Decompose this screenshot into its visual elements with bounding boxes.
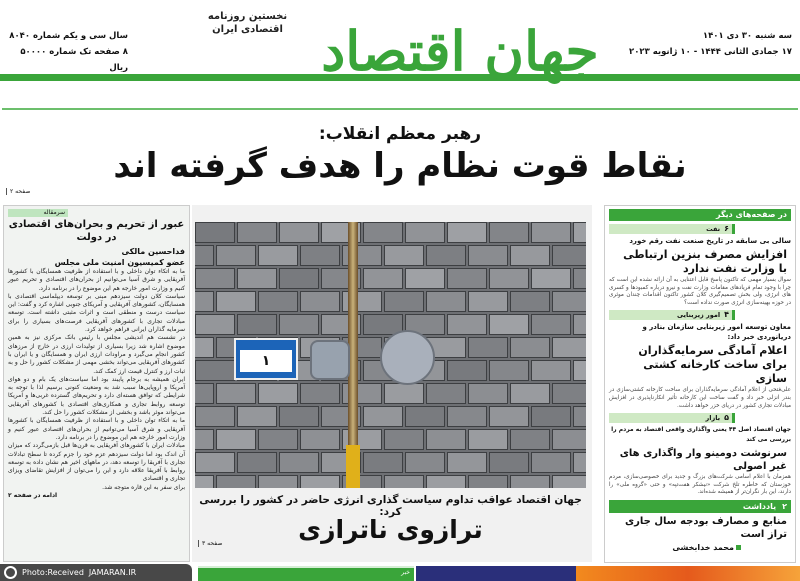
lead-headline[interactable]: نقاط قوت نظام را هدف گرفته اند	[113, 146, 687, 186]
brick	[363, 452, 403, 473]
other-pages-header: در صفحه‌های دیگر	[609, 209, 791, 221]
brick	[447, 222, 487, 243]
brick	[216, 245, 256, 266]
issue-line: سال سی و یکم شماره ۸۰۴۰	[9, 31, 128, 41]
gas-valve-graphic	[310, 340, 350, 380]
story-body: سوال بسیار مهمی که تاکنون پاسخ قابل اعتنایی به آن ارائه نشده این است که چرا با وجود تمام فریادهای مقامات وزارت نفت و نیرو درباره کمبودها و کسری های انرژی، ولی بخش تصمیم‌گیری کلان کشور تاکنون اقدامات چندان موثری در حوزه بهینه‌سازی انرژی صورت نداده است؟	[609, 277, 791, 306]
brick	[552, 337, 586, 358]
brick	[195, 314, 235, 335]
brick	[447, 314, 487, 335]
brick	[531, 222, 571, 243]
section-label	[609, 413, 791, 423]
brick	[237, 452, 277, 473]
masthead	[0, 0, 800, 110]
section-label	[609, 224, 791, 234]
brick	[468, 291, 508, 312]
editorial-label: سرمقاله	[8, 209, 68, 217]
brick	[363, 222, 403, 243]
note-number: ۲	[782, 501, 787, 511]
brick	[258, 429, 298, 450]
brick	[195, 452, 235, 473]
brick	[447, 268, 487, 289]
brick	[531, 360, 571, 381]
brick	[195, 268, 235, 289]
brick	[552, 383, 586, 404]
brick	[573, 222, 586, 243]
brick	[216, 383, 256, 404]
brick	[426, 475, 466, 488]
brick	[384, 245, 424, 266]
editorial-title[interactable]: عبور از تحریم و بحران‌های اقتصادی در دولت	[8, 219, 185, 243]
brick	[300, 475, 340, 488]
brick	[573, 314, 586, 335]
brick	[426, 383, 466, 404]
brick	[363, 406, 403, 427]
bullet-icon	[736, 545, 741, 550]
brick	[405, 406, 445, 427]
brick	[510, 383, 550, 404]
date-line: ۱۷ جمادی الثانی ۱۴۴۴ - ۱۰ ژانویه ۲۰۲۳	[629, 47, 792, 57]
brick	[510, 475, 550, 488]
story-kicker: سالی بی سابقه در تاریخ صنعت نفت رقم خورد	[629, 237, 791, 245]
note-header	[609, 500, 791, 513]
brick	[510, 429, 550, 450]
brick	[279, 314, 319, 335]
paragraph: ما به اتکاء توان داخلی و با استفاده از ظرفیت همسایگان با کشورها آفریقایی و شرق آسیا می‌توانیم از بحران‌های اقتصادی و تحریم عبور کنیم و وزارت امور خارجه هم این موضوع را در برنامه دارد.	[8, 268, 185, 292]
brick	[573, 360, 586, 381]
brick	[552, 245, 586, 266]
brick	[195, 337, 214, 358]
brick	[258, 291, 298, 312]
brick	[531, 452, 571, 473]
other-pages-column	[604, 205, 796, 563]
story-headline[interactable]: افزایش مصرف بنزین ارتباطی با وزارت نفت ندارد	[623, 248, 787, 275]
brick	[552, 475, 586, 488]
paragraph: سیاست کلان دولت سیزدهم مبنی بر توسعه دیپلماسی اقتصادی با همسایگان، کشورهای آفریقایی و آمریکای جنوبی اشاره کرد و گفت: این سیاست درست و منطقی است و اثرات مثبتی داشته است. توسعه مبادلات تجاری با کشورهای آفریقایی فرصت‌های بسیاری را برای سرمایه گذاران ایرانی فراهم خواهد کرد.	[8, 292, 185, 334]
note-headline[interactable]: منابع و مصارف بودجه سال جاری تراز است	[625, 515, 787, 540]
page-ref: صفحه ۳	[198, 540, 222, 547]
page-ref: صفحه ۲	[6, 188, 30, 195]
section-name: نفت	[706, 225, 721, 233]
brick	[237, 406, 277, 427]
note-label: یادداشت	[742, 501, 777, 511]
brick	[216, 475, 256, 488]
paragraph: ما به اتکاء توان داخلی و با استفاده از ظرفیت همسایگان با کشورها آفریقایی و شرق آسیا می‌توانیم از بحران‌های اقتصادی عبور کنیم و وزارت امور خارجه هم این موضوع را در برنامه دارد.	[8, 417, 185, 441]
section-number: ۴	[724, 310, 729, 320]
brick	[258, 245, 298, 266]
brick	[300, 383, 340, 404]
brick	[468, 337, 508, 358]
jamaran-logo-icon	[4, 566, 17, 579]
photo-watermark	[0, 564, 192, 581]
banner-label: خبر	[401, 569, 410, 576]
brick	[510, 291, 550, 312]
brick	[405, 452, 445, 473]
date-line: سه شنبه ۳۰ دی ۱۴۰۱	[702, 31, 792, 41]
story-kicker: معاون توسعه امور زیربنایی سازمان بنادر و دریانوردی خبر داد:	[642, 323, 791, 342]
section-number: ۶	[724, 224, 729, 233]
brick	[216, 291, 256, 312]
brick	[384, 383, 424, 404]
gas-pipe-graphic	[346, 445, 360, 488]
brick	[426, 245, 466, 266]
brick	[300, 291, 340, 312]
continued-note: ادامه در صفحه ۲	[8, 492, 58, 500]
brick	[216, 429, 256, 450]
story-body: همزمان با اعلام اسامی شرکت‌های بزرگ و جدید برای خصوصی‌سازی، مردم خوزستان که خاطره تلخ شرکت «نیشکر هفت‌تپه» و حتی «گروه ملی» را دارند، این بار نگران‌تر از همیشه شده‌اند.	[609, 474, 791, 496]
story-body: علی‌فتحی از اعلام آمادگی سرمایه‌گذاران برای ساخت کارخانه کشتی‌سازی در بندر انزلی خبر داد و گفت ساخت این کارخانه تأثیر انکارناپذیری در افزایش مبادلات تجاری کشور در دریای خزر خواهد داشت.	[609, 387, 791, 409]
bottom-orange-banner	[576, 566, 800, 581]
brick	[468, 383, 508, 404]
brick	[237, 268, 277, 289]
brick	[489, 360, 529, 381]
brick	[258, 383, 298, 404]
brick	[489, 406, 529, 427]
brick	[531, 314, 571, 335]
brick	[426, 291, 466, 312]
brick	[384, 429, 424, 450]
note-author	[609, 542, 741, 553]
brick	[489, 222, 529, 243]
brick	[405, 268, 445, 289]
number-plate-text: ۱	[240, 350, 292, 372]
brick	[468, 475, 508, 488]
paragraph: مبادلات ایران با کشورهای آفریقایی به قرن‌ها قبل بازمی‌گردد که میزان آن اندک بود اما دولت سیزدهم عزم خود را جزم کرده تا سطح تبادلات تجاری با آفریقا را توسعه دهد، در ماههای اخیر هم نشان داده به توسعه روابط با آفریقا علاقه دارد و این را می‌توان از افزایش تقاضای ویزای تجاری و اقتصادی	[8, 442, 185, 483]
story-headline[interactable]: سرنوشت دومینو وار واگذاری های غیر اصولی	[619, 448, 787, 473]
watermark-line: JAMARAN.IR	[88, 568, 137, 577]
brick	[195, 360, 235, 381]
brick	[300, 429, 340, 450]
brick	[489, 452, 529, 473]
brick	[447, 360, 487, 381]
editorial-column	[3, 205, 190, 562]
brick	[363, 268, 403, 289]
brick	[573, 268, 586, 289]
section-number: ۵	[724, 413, 729, 423]
editorial-author: فداحسین مالکی	[121, 247, 185, 256]
watermark-line: Photo:Received	[22, 568, 84, 577]
brick	[510, 337, 550, 358]
tagline: نخستین روزنامه اقتصادی ایران	[205, 10, 290, 36]
brick	[447, 406, 487, 427]
brick	[552, 291, 586, 312]
paragraph: ایران همیشه به برجام پایبند بود اما سیاست‌های یک بام و دو هوای آمریکا و اروپایی‌ها سبب شد به وضعیت کنونی برسیم لذا با توجه به شرایطی که توافق هسته‌ای دارد و تحریم‌های گسترده غربی‌ها و آمریکا توسعه روابط تجاری و همکاری‌های اقتصادی با کشورهای آفریقایی می‌تواند موثر باشد و بخشی از مشکلات کشور را حل کند.	[8, 375, 185, 417]
brick	[489, 268, 529, 289]
brick	[531, 268, 571, 289]
brick	[195, 383, 214, 404]
brick	[195, 475, 214, 488]
newspaper-logo[interactable]: جهان اقتصاد	[321, 19, 599, 83]
brick	[258, 475, 298, 488]
brick	[573, 452, 586, 473]
brick	[195, 245, 214, 266]
brick	[279, 452, 319, 473]
brick	[195, 429, 214, 450]
feature-headline[interactable]: ترازوی ناترازی	[298, 515, 483, 544]
note-author-name: محمد خدابخشی	[672, 542, 734, 552]
brick	[510, 245, 550, 266]
brick	[279, 406, 319, 427]
bottom-green-banner	[198, 566, 414, 581]
divider	[2, 108, 798, 110]
brick	[195, 222, 235, 243]
brick	[447, 452, 487, 473]
gas-regulator-graphic	[380, 330, 435, 385]
brick	[237, 314, 277, 335]
brick	[531, 406, 571, 427]
brick	[468, 245, 508, 266]
brick	[489, 314, 529, 335]
brick	[552, 429, 586, 450]
brick	[195, 406, 235, 427]
section-name: امور زیربنایی	[676, 311, 721, 320]
issue-line: ۸ صفحه تک شماره ۵۰۰۰۰ ریال	[20, 47, 128, 73]
paragraph: برای سفر به این قاره متوجه شد.	[102, 483, 185, 491]
brick	[468, 429, 508, 450]
brick	[405, 222, 445, 243]
brick	[300, 245, 340, 266]
lead-kicker: رهبر معظم انقلاب:	[318, 124, 482, 144]
brick	[279, 222, 319, 243]
brick	[426, 429, 466, 450]
section-label	[609, 310, 791, 320]
brick	[237, 222, 277, 243]
bottom-blue-banner	[416, 566, 576, 581]
brick	[384, 475, 424, 488]
brick	[279, 268, 319, 289]
issue-info	[8, 28, 128, 76]
section-name: بازار	[705, 414, 721, 423]
story-kicker: جهان اقتصاد اصل ۴۴ یعنی واگذاری واقعی اقتصاد به مردم را بررسی می کند	[611, 426, 791, 444]
paragraph: در نشست هم اندیشی مجلس با رئیس بانک مرکزی نیز به همین موضوع اشاره شد زیرا بسیاری از تولیدات ارزی در خارج از مرزهای کشور انجام می‌گیرد و مراودات ارزی ایران و همسایگان و یا ایران با کشورهای آفریقایی می‌تواند بخشی مهمی از مشکلات کشور را حل و به ثبات ارز و کنترل قیمت ارز کمک کند.	[8, 334, 185, 375]
brick	[195, 291, 214, 312]
story-headline[interactable]: اعلام آمادگی سرمایه‌گذاران برای ساخت کارخانه کشتی سازی	[638, 344, 787, 386]
feature-kicker: جهان اقتصاد عواقب تداوم سیاست گذاری انرژی حاضر در کشور را بررسی کرد:	[199, 494, 582, 518]
brick	[384, 291, 424, 312]
brick	[573, 406, 586, 427]
date-info	[629, 28, 792, 60]
editorial-author-role: عضو کمیسیون امنیت ملی مجلس	[54, 258, 185, 267]
